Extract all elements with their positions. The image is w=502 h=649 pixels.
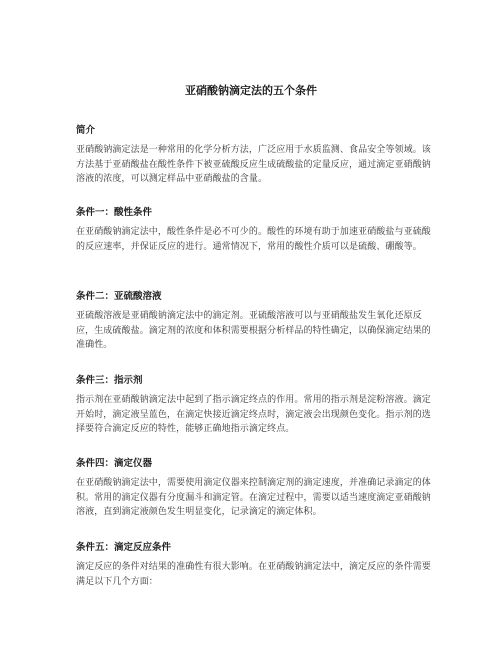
page-title: 亚硝酸钠滴定法的五个条件 [185,84,317,97]
section-condition-5 [76,541,438,589]
section-condition-3 [76,374,438,437]
section-heading: 条件三：指示剂 [76,375,143,386]
section-heading: 条件二：亚硫酸溶液 [76,291,162,302]
section-heading: 条件五：滴定反应条件 [76,542,172,553]
section-condition-4 [76,457,438,520]
section-heading: 条件一：酸性条件 [76,207,153,218]
section-paragraph: 亚硫酸溶液是亚硝酸钠滴定法中的滴定剂。亚硫酸溶液可以与亚硝酸盐发生氧化还原反应，生成硫酸盐。滴定剂的浓度和体积需要根据分析样品的特性确定，以确保滴定结果的准确性。 [76,311,431,350]
section-condition-1 [76,206,438,254]
section-paragraph: 在亚硝酸钠滴定法中，需要使用滴定仪器来控制滴定剂的滴定速度，并准确记录滴定的体积。常用的滴定仪器有分度漏斗和滴定管。在滴定过程中，需要以适当速度滴定亚硝酸钠溶液，直到滴定液颜色发生明显变化，记录滴定的滴定体积。 [76,478,431,517]
section-heading: 简介 [76,125,96,136]
section-introduction [76,124,438,187]
section-paragraph: 指示剂在亚硝酸钠滴定法中起到了指示滴定终点的作用。常用的指示剂是淀粉溶液。滴定开始时，滴定液呈蓝色，在滴定快接近滴定终点时，滴定液会出现颜色变化。指示剂的选择要符合滴定反应的特性，能够正确地指示滴定终点。 [76,395,431,434]
section-paragraph: 在亚硝酸钠滴定法中，酸性条件是必不可少的。酸性的环境有助于加速亚硝酸盐与亚硫酸的反应速率，并保证反应的进行。通常情况下，常用的酸性介质可以是硫酸、硼酸等。 [76,227,431,252]
section-heading: 条件四：滴定仪器 [76,458,153,469]
section-paragraph: 亚硝酸钠滴定法是一种常用的化学分析方法，广泛应用于水质监测、食品安全等领域。该方法基于亚硝酸盐在酸性条件下被亚硫酸反应生成硫酸盐的定量反应，通过滴定亚硝酸钠溶液的浓度，可以测定样品中亚硝酸盐的含量。 [76,145,431,184]
section-condition-2 [76,290,438,353]
section-paragraph: 滴定反应的条件对结果的准确性有很大影响。在亚硝酸钠滴定法中，滴定反应的条件需要满足以下几个方面： [76,562,431,587]
